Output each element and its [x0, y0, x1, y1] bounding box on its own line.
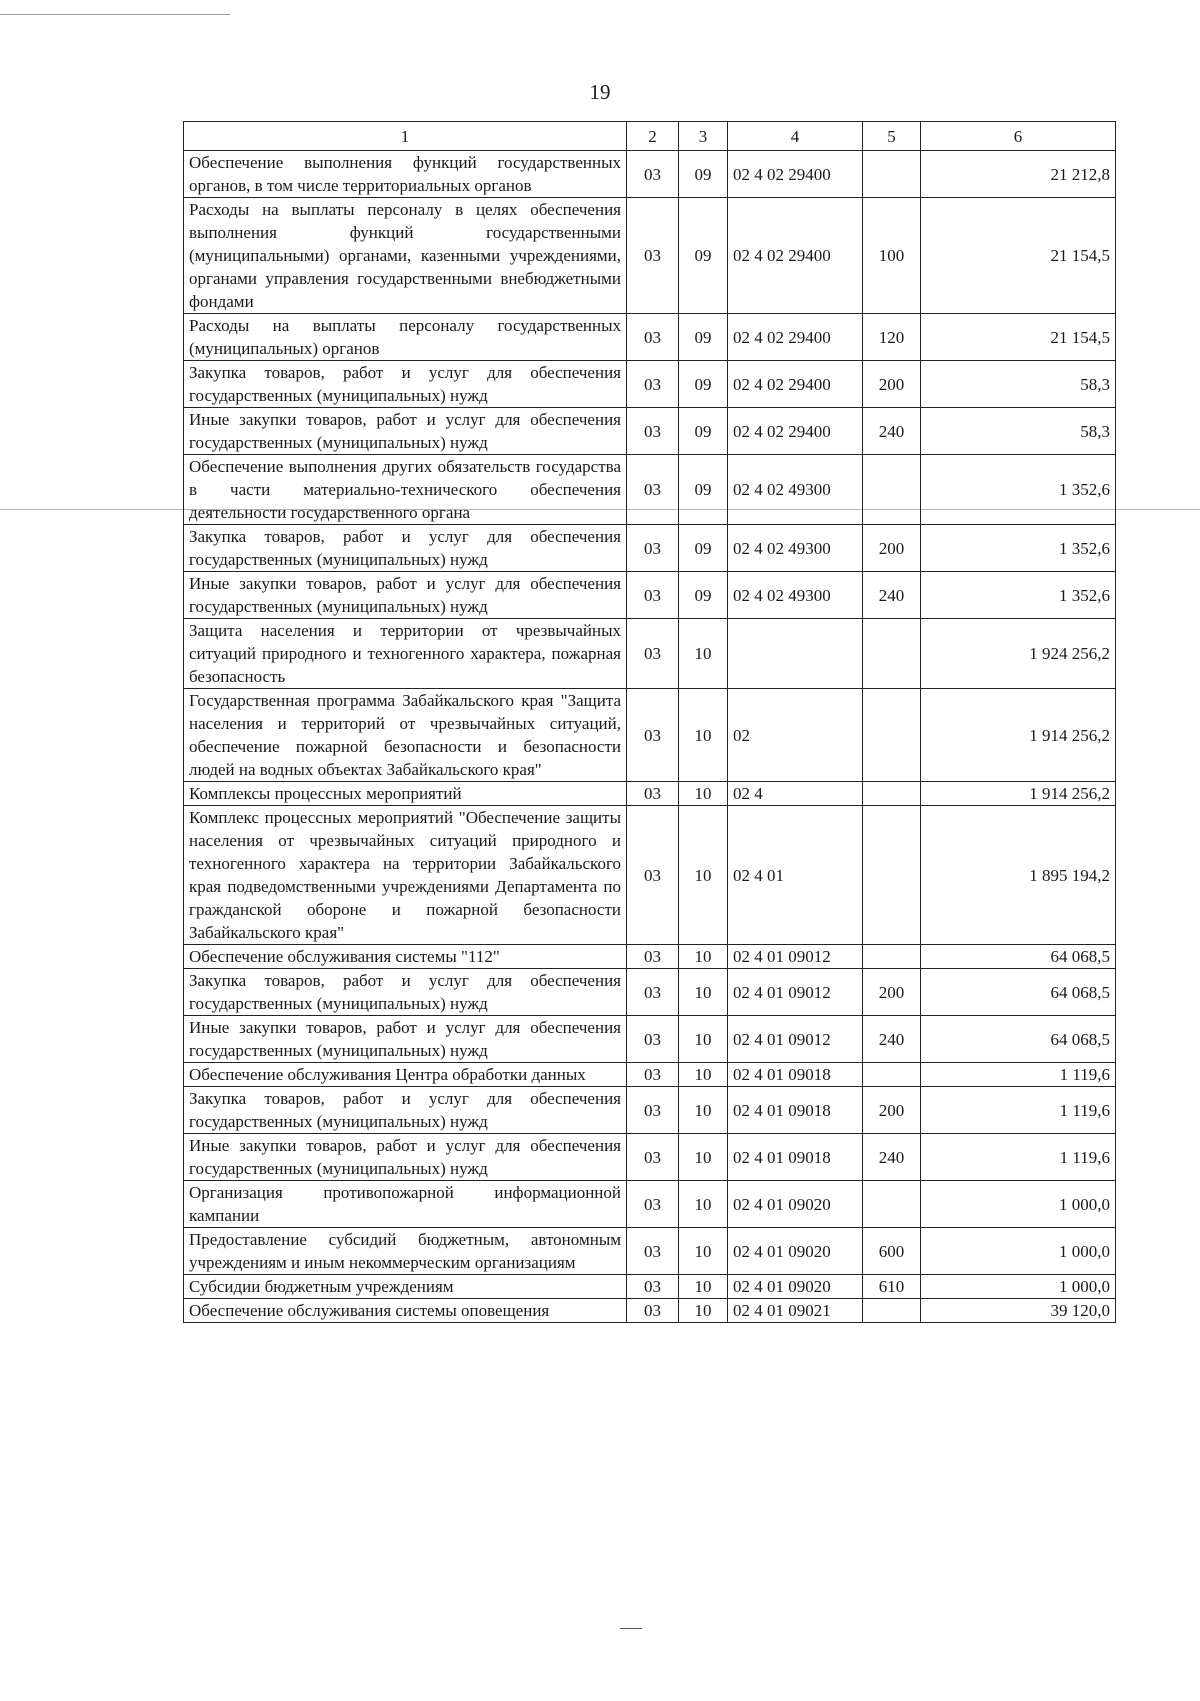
section-code-cell: 03 [627, 1228, 679, 1275]
expense-name-cell: Обеспечение обслуживания системы оповещения [184, 1299, 627, 1323]
subsection-code-cell: 10 [679, 1181, 728, 1228]
target-article-cell: 02 4 02 29400 [728, 314, 863, 361]
expense-name-cell: Государственная программа Забайкальского края "Защита населения и территорий от чрезвычайных ситуаций, обеспечение пожарной безопасности и безопасности людей на водных объектах Забайкальского края" [184, 689, 627, 782]
table-row [184, 408, 1116, 455]
expense-type-cell [863, 619, 921, 689]
subsection-code-cell: 10 [679, 689, 728, 782]
amount-cell: 1 119,6 [921, 1087, 1116, 1134]
expense-name-cell: Расходы на выплаты персоналу в целях обеспечения выполнения функций государственными (муниципальными) органами, казенными учреждениями, органами управления государственными внебюджетными фондами [184, 198, 627, 314]
subsection-code-cell: 10 [679, 1275, 728, 1299]
section-code-cell: 03 [627, 198, 679, 314]
subsection-code-cell: 10 [679, 806, 728, 945]
expense-name-cell: Иные закупки товаров, работ и услуг для обеспечения государственных (муниципальных) нужд [184, 572, 627, 619]
scan-artifact-line [0, 14, 230, 15]
target-article-cell: 02 4 01 09020 [728, 1181, 863, 1228]
table-row [184, 525, 1116, 572]
table-row [184, 689, 1116, 782]
column-header: 3 [679, 122, 728, 151]
expense-name-cell: Закупка товаров, работ и услуг для обеспечения государственных (муниципальных) нужд [184, 969, 627, 1016]
amount-cell: 1 914 256,2 [921, 689, 1116, 782]
expense-name-cell: Организация противопожарной информационной кампании [184, 1181, 627, 1228]
target-article-cell: 02 4 [728, 782, 863, 806]
expense-type-cell [863, 455, 921, 525]
target-article-cell [728, 619, 863, 689]
amount-cell: 1 119,6 [921, 1063, 1116, 1087]
expense-type-cell [863, 689, 921, 782]
expense-name-cell: Комплексы процессных мероприятий [184, 782, 627, 806]
amount-cell: 58,3 [921, 361, 1116, 408]
section-code-cell: 03 [627, 619, 679, 689]
amount-cell: 1 352,6 [921, 525, 1116, 572]
target-article-cell: 02 4 01 09012 [728, 1016, 863, 1063]
section-code-cell: 03 [627, 408, 679, 455]
expense-type-cell: 120 [863, 314, 921, 361]
expense-type-cell [863, 945, 921, 969]
subsection-code-cell: 10 [679, 1299, 728, 1323]
section-code-cell: 03 [627, 1275, 679, 1299]
expense-name-cell: Закупка товаров, работ и услуг для обеспечения государственных (муниципальных) нужд [184, 361, 627, 408]
subsection-code-cell: 10 [679, 1134, 728, 1181]
table-row [184, 969, 1116, 1016]
amount-cell: 39 120,0 [921, 1299, 1116, 1323]
subsection-code-cell: 09 [679, 525, 728, 572]
table-row [184, 1181, 1116, 1228]
subsection-code-cell: 09 [679, 408, 728, 455]
amount-cell: 64 068,5 [921, 945, 1116, 969]
table-row [184, 1063, 1116, 1087]
amount-cell: 1 914 256,2 [921, 782, 1116, 806]
section-code-cell: 03 [627, 151, 679, 198]
table-row [184, 314, 1116, 361]
expense-name-cell: Иные закупки товаров, работ и услуг для обеспечения государственных (муниципальных) нужд [184, 1134, 627, 1181]
subsection-code-cell: 10 [679, 945, 728, 969]
table-row [184, 1275, 1116, 1299]
amount-cell: 21 154,5 [921, 314, 1116, 361]
target-article-cell: 02 4 01 09012 [728, 969, 863, 1016]
subsection-code-cell: 10 [679, 1087, 728, 1134]
table-row [184, 1299, 1116, 1323]
expense-name-cell: Расходы на выплаты персоналу государственных (муниципальных) органов [184, 314, 627, 361]
section-code-cell: 03 [627, 945, 679, 969]
target-article-cell: 02 [728, 689, 863, 782]
expense-type-cell: 200 [863, 525, 921, 572]
table-header-row [184, 122, 1116, 151]
amount-cell: 21 154,5 [921, 198, 1116, 314]
section-code-cell: 03 [627, 1016, 679, 1063]
target-article-cell: 02 4 02 49300 [728, 525, 863, 572]
subsection-code-cell: 09 [679, 314, 728, 361]
target-article-cell: 02 4 01 [728, 806, 863, 945]
column-header: 6 [921, 122, 1116, 151]
expense-name-cell: Закупка товаров, работ и услуг для обеспечения государственных (муниципальных) нужд [184, 1087, 627, 1134]
amount-cell: 1 000,0 [921, 1275, 1116, 1299]
amount-cell: 64 068,5 [921, 969, 1116, 1016]
table-row [184, 361, 1116, 408]
expense-type-cell [863, 782, 921, 806]
table-row [184, 806, 1116, 945]
expense-type-cell: 200 [863, 361, 921, 408]
expense-name-cell: Обеспечение выполнения функций государственных органов, в том числе территориальных органов [184, 151, 627, 198]
expense-name-cell: Иные закупки товаров, работ и услуг для обеспечения государственных (муниципальных) нужд [184, 1016, 627, 1063]
table-body [184, 151, 1116, 1323]
target-article-cell: 02 4 02 29400 [728, 361, 863, 408]
subsection-code-cell: 10 [679, 782, 728, 806]
table-row [184, 151, 1116, 198]
expense-type-cell: 240 [863, 1016, 921, 1063]
subsection-code-cell: 09 [679, 572, 728, 619]
column-header: 2 [627, 122, 679, 151]
section-code-cell: 03 [627, 1087, 679, 1134]
expense-type-cell [863, 151, 921, 198]
expense-type-cell [863, 1299, 921, 1323]
target-article-cell: 02 4 02 49300 [728, 572, 863, 619]
subsection-code-cell: 10 [679, 1063, 728, 1087]
table-row [184, 1087, 1116, 1134]
table-row [184, 619, 1116, 689]
amount-cell: 58,3 [921, 408, 1116, 455]
section-code-cell: 03 [627, 969, 679, 1016]
expense-name-cell: Обеспечение обслуживания Центра обработки данных [184, 1063, 627, 1087]
target-article-cell: 02 4 02 29400 [728, 408, 863, 455]
target-article-cell: 02 4 02 29400 [728, 151, 863, 198]
target-article-cell: 02 4 02 49300 [728, 455, 863, 525]
expense-name-cell: Иные закупки товаров, работ и услуг для обеспечения государственных (муниципальных) нужд [184, 408, 627, 455]
expense-type-cell: 600 [863, 1228, 921, 1275]
subsection-code-cell: 10 [679, 969, 728, 1016]
page-number: 19 [589, 80, 611, 104]
page-footer-mark [620, 1628, 642, 1629]
amount-cell: 1 352,6 [921, 455, 1116, 525]
expense-name-cell: Закупка товаров, работ и услуг для обеспечения государственных (муниципальных) нужд [184, 525, 627, 572]
amount-cell: 1 119,6 [921, 1134, 1116, 1181]
table-row [184, 1016, 1116, 1063]
expense-name-cell: Защита населения и территории от чрезвычайных ситуаций природного и техногенного характера, пожарная безопасность [184, 619, 627, 689]
column-header: 4 [728, 122, 863, 151]
expense-type-cell [863, 806, 921, 945]
expense-name-cell: Обеспечение обслуживания системы "112" [184, 945, 627, 969]
section-code-cell: 03 [627, 361, 679, 408]
section-code-cell: 03 [627, 782, 679, 806]
expense-type-cell: 200 [863, 1087, 921, 1134]
amount-cell: 1 000,0 [921, 1228, 1116, 1275]
expense-type-cell: 100 [863, 198, 921, 314]
section-code-cell: 03 [627, 572, 679, 619]
expense-type-cell [863, 1063, 921, 1087]
section-code-cell: 03 [627, 689, 679, 782]
subsection-code-cell: 10 [679, 1228, 728, 1275]
amount-cell: 1 352,6 [921, 572, 1116, 619]
table-row [184, 1134, 1116, 1181]
amount-cell: 1 000,0 [921, 1181, 1116, 1228]
table-row [184, 198, 1116, 314]
expense-name-cell: Обеспечение выполнения других обязательств государства в части материально-технического обеспечения деятельности государственного органа [184, 455, 627, 525]
subsection-code-cell: 10 [679, 1016, 728, 1063]
table-row [184, 1228, 1116, 1275]
amount-cell: 1 924 256,2 [921, 619, 1116, 689]
expense-type-cell [863, 1181, 921, 1228]
table-row [184, 945, 1116, 969]
expense-name-cell: Предоставление субсидий бюджетным, автономным учреждениям и иным некоммерческим организациям [184, 1228, 627, 1275]
subsection-code-cell: 09 [679, 198, 728, 314]
amount-cell: 21 212,8 [921, 151, 1116, 198]
target-article-cell: 02 4 01 09018 [728, 1063, 863, 1087]
section-code-cell: 03 [627, 1063, 679, 1087]
budget-table [183, 121, 1116, 1323]
expense-type-cell: 200 [863, 969, 921, 1016]
subsection-code-cell: 09 [679, 455, 728, 525]
expense-name-cell: Субсидии бюджетным учреждениям [184, 1275, 627, 1299]
section-code-cell: 03 [627, 314, 679, 361]
subsection-code-cell: 09 [679, 151, 728, 198]
subsection-code-cell: 10 [679, 619, 728, 689]
expense-type-cell: 240 [863, 1134, 921, 1181]
table-row [184, 572, 1116, 619]
target-article-cell: 02 4 02 29400 [728, 198, 863, 314]
section-code-cell: 03 [627, 1181, 679, 1228]
expense-type-cell: 240 [863, 572, 921, 619]
table-row [184, 782, 1116, 806]
target-article-cell: 02 4 01 09020 [728, 1228, 863, 1275]
section-code-cell: 03 [627, 1299, 679, 1323]
column-header: 5 [863, 122, 921, 151]
section-code-cell: 03 [627, 455, 679, 525]
amount-cell: 64 068,5 [921, 1016, 1116, 1063]
subsection-code-cell: 09 [679, 361, 728, 408]
table-row [184, 455, 1116, 525]
expense-name-cell: Комплекс процессных мероприятий "Обеспечение защиты населения от чрезвычайных ситуаций природного и техногенного характера на территории Забайкальского края подведомственными учреждениями Департамента по гражданской обороне и пожарной безопасности Забайкальского края" [184, 806, 627, 945]
section-code-cell: 03 [627, 1134, 679, 1181]
column-header: 1 [184, 122, 627, 151]
amount-cell: 1 895 194,2 [921, 806, 1116, 945]
target-article-cell: 02 4 01 09021 [728, 1299, 863, 1323]
target-article-cell: 02 4 01 09018 [728, 1087, 863, 1134]
expense-type-cell: 610 [863, 1275, 921, 1299]
target-article-cell: 02 4 01 09018 [728, 1134, 863, 1181]
section-code-cell: 03 [627, 525, 679, 572]
target-article-cell: 02 4 01 09012 [728, 945, 863, 969]
target-article-cell: 02 4 01 09020 [728, 1275, 863, 1299]
section-code-cell: 03 [627, 806, 679, 945]
expense-type-cell: 240 [863, 408, 921, 455]
